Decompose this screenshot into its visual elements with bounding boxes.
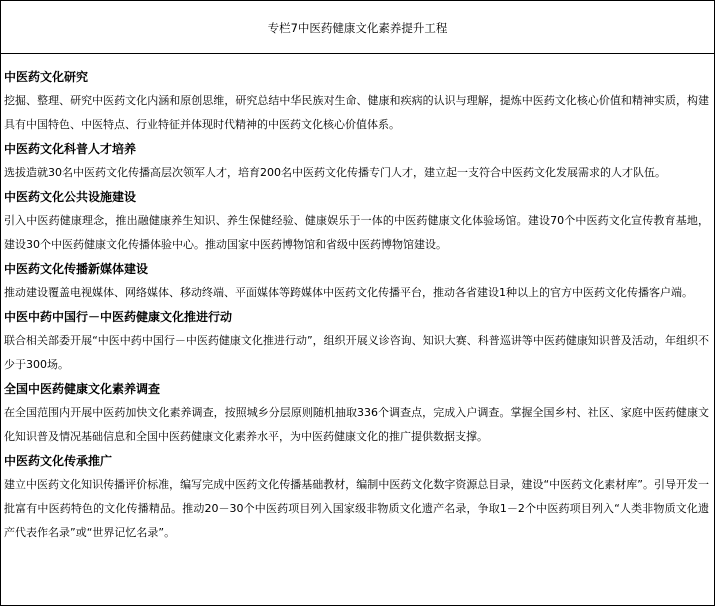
box-header: [1, 1, 714, 54]
section-body: 推动建设覆盖电视媒体、网络媒体、移动终端、平面媒体等跨媒体中医药文化传播平台，推动各省建设1种以上的官方中医药文化传播客户端。: [4, 286, 693, 299]
section-literacy-survey: [4, 377, 709, 449]
section-title: 中医药文化传播新媒体建设: [4, 262, 149, 276]
section-new-media: [4, 257, 709, 305]
section-talent-training: [4, 137, 709, 185]
section-title: 中医药文化传承推广: [4, 454, 113, 468]
section-body: 选拔造就30名中医药文化传播高层次领军人才，培育200名中医药文化传播专门人才，建立起一支符合中医药文化发展需求的人才队伍。: [4, 166, 666, 179]
section-title: 中医药文化科普人才培养: [4, 142, 137, 156]
section-title: 全国中医药健康文化素养调查: [4, 382, 161, 396]
section-culture-research: [4, 65, 709, 137]
box-content: [1, 54, 714, 545]
section-title: 中医中药中国行－中医药健康文化推进行动: [4, 310, 233, 324]
section-inheritance-promotion: [4, 449, 709, 545]
section-public-facilities: [4, 185, 709, 257]
section-body: 挖掘、整理、研究中医药文化内涵和原创思维，研究总结中华民族对生命、健康和疾病的认识与理解，提炼中医药文化核心价值和精神实质，构建具有中国特色、中医特点、行业特征并体现时代精神的中医药文化核心价值体系。: [4, 94, 709, 131]
section-promotion-action: [4, 305, 709, 377]
section-title: 中医药文化公共设施建设: [4, 190, 137, 204]
section-body: 引入中医药健康理念，推出融健康养生知识、养生保健经验、健康娱乐于一体的中医药健康文化体验场馆。建设70个中医药文化宣传教育基地，建设30个中医药健康文化传播体验中心。推动国家中医药博物馆和省级中医药博物馆建设。: [4, 214, 709, 251]
box-title: 专栏7中医药健康文化素养提升工程: [267, 21, 448, 35]
section-body: 联合相关部委开展“中医中药中国行－中医药健康文化推进行动”，组织开展义诊咨询、知识大赛、科普巡讲等中医药健康知识普及活动，年组织不少于300场。: [4, 334, 709, 371]
section-title: 中医药文化研究: [4, 70, 89, 84]
section-body: 在全国范围内开展中医药加快文化素养调查，按照城乡分层原则随机抽取336个调查点，完成入户调查。掌握全国乡村、社区、家庭中医药健康文化知识普及情况基础信息和全国中医药健康文化素养水平，为中医药健康文化的推广提供数据支撑。: [4, 406, 709, 443]
section-body: 建立中医药文化知识传播评价标准，编写完成中医药文化传播基础教材，编制中医药文化数字资源总目录，建设“中医药文化素材库”。引导开发一批富有中医药特色的文化传播精品。推动20－30个中医药项目列入国家级非物质文化遗产名录，争取1－2个中医药项目列入“人类非物质文化遗产代表作名录”或“世界记忆名录”。: [4, 478, 709, 539]
